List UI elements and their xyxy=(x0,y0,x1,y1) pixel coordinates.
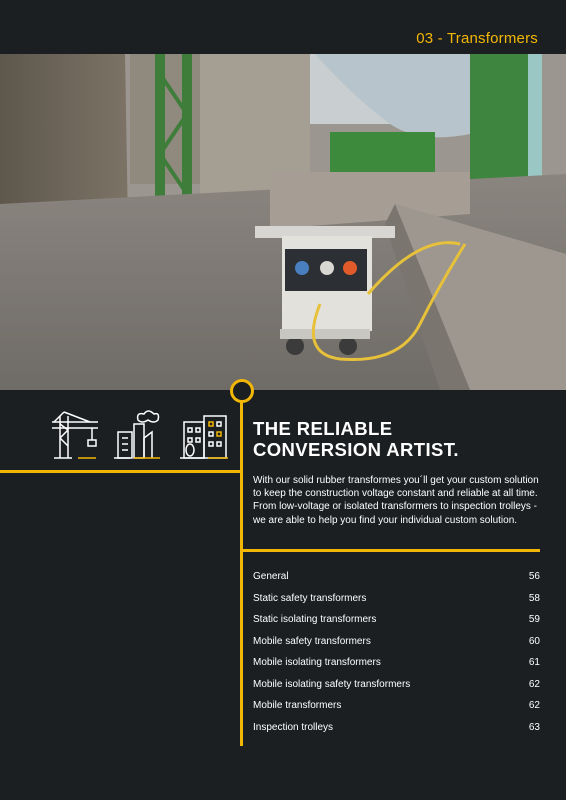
toc-item-page: 56 xyxy=(528,571,540,582)
toc-item-page: 60 xyxy=(528,635,540,647)
toc-item-label: Static safety transformers xyxy=(253,592,367,604)
toc-item-page: 58 xyxy=(528,592,540,604)
vertical-divider xyxy=(240,400,243,746)
headline-line-2: CONVERSION ARTIST. xyxy=(253,439,459,460)
chapter-title: 03 - Transformers xyxy=(416,30,538,47)
toc-item-label: Mobile isolating safety transformers xyxy=(253,678,411,690)
toc-item-mobile-safety[interactable] xyxy=(253,631,540,653)
toc-item-static-safety[interactable] xyxy=(253,588,540,610)
toc-item-label: Mobile transformers xyxy=(253,700,342,711)
toc-item-inspection-trolleys[interactable] xyxy=(253,717,540,739)
city-buildings-icon xyxy=(180,416,228,458)
toc-item-label: Mobile isolating transformers xyxy=(253,657,381,668)
toc-item-static-isolating[interactable] xyxy=(253,609,540,631)
toc-item-label: Inspection trolleys xyxy=(253,721,334,733)
intro-underline xyxy=(240,549,540,552)
crane-icon xyxy=(52,412,98,458)
factory-icon xyxy=(114,411,160,458)
toc-item-page: 62 xyxy=(528,678,540,690)
toc-item-label: Static isolating transformers xyxy=(253,614,377,625)
toc-item-mobile-transformers[interactable] xyxy=(253,695,540,717)
toc-item-page: 61 xyxy=(528,657,540,668)
toc-item-page: 59 xyxy=(528,614,540,625)
toc-item-mobile-isolating-safety[interactable] xyxy=(253,674,540,696)
page-headline xyxy=(253,418,459,460)
industry-icons xyxy=(50,410,230,466)
toc-item-general[interactable] xyxy=(253,566,540,588)
headline-line-1: THE RELIABLE xyxy=(253,418,393,439)
toc-item-page: 62 xyxy=(528,700,540,711)
hero-photo xyxy=(0,54,566,390)
toc-item-mobile-isolating[interactable] xyxy=(253,652,540,674)
header-bar xyxy=(0,0,566,54)
toc-item-label: Mobile safety transformers xyxy=(253,635,371,647)
toc-item-page: 63 xyxy=(528,721,540,733)
icons-underline xyxy=(0,470,242,473)
intro-paragraph: With our solid rubber transformes you´ll get your custom solution to keep the construction voltage constant and reliable at all time. From low-voltage or isolated transformers to inspection trolleys - we are able to help you find your individual custom solution. xyxy=(253,475,539,526)
table-of-contents xyxy=(253,566,540,738)
toc-item-label: General xyxy=(253,571,289,582)
